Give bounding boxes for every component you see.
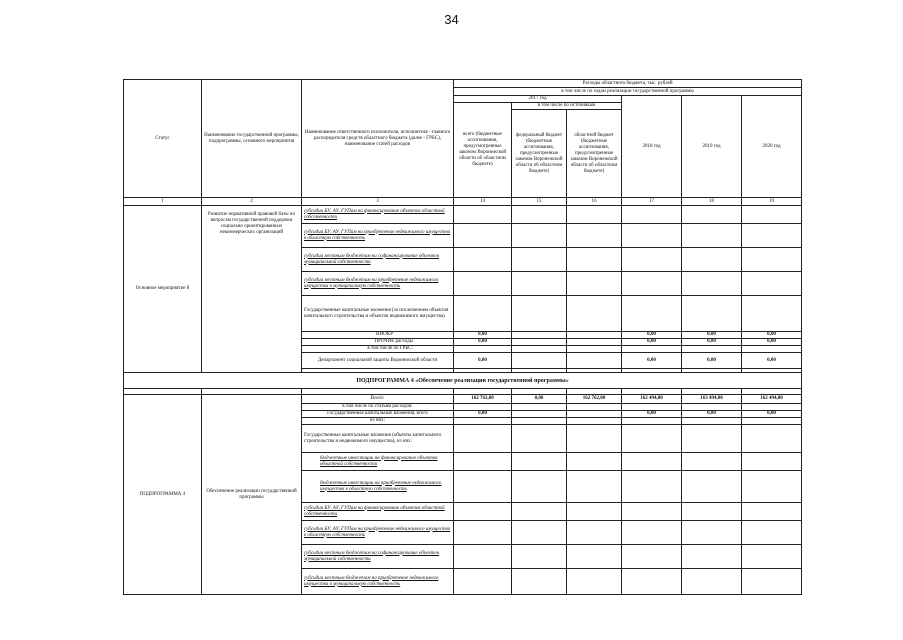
dept-v19: 0,00 [742,353,802,369]
nikr-v18: 0,00 [682,332,742,339]
col-number: 3 [302,198,454,206]
header-year-2018: 2018 год [622,96,682,198]
block2-row: субсидии местным бюджетам на софинансирование объектов муниципальной собственности [302,545,454,569]
total-v15: 0,00 [512,395,567,404]
nikr-label: НИОКР [302,332,454,339]
header-year-2017: 2017 год [454,96,622,103]
nikr-v14: 0,00 [454,332,512,339]
cap-label: Государственные капитальные вложения, всего [302,411,454,418]
total-v16: 162 762,00 [567,395,622,404]
header-program-name: Наименование государственной программы, подпрограммы, основного мероприятия [202,80,302,198]
budget-table [123,79,802,595]
cap-v19: 0,00 [742,411,802,418]
col-number: 18 [682,198,742,206]
header-regional-col: областной бюджет (бюджетные ассигнования, предусмотренные законом Воронежской области об областном бюджете) [567,110,622,198]
dept-v18: 0,00 [682,353,742,369]
total-v17: 162 494,80 [622,395,682,404]
col-number: 1 [124,198,202,206]
total-v18: 163 494,80 [682,395,742,404]
dept-v17: 0,00 [622,353,682,369]
total-v19: 162 494,80 [742,395,802,404]
header-year-2020: 2020 год [742,96,802,198]
grbs-label: в том числе по ГРБС: [302,346,454,353]
block2-name: Обеспечение реализации государственной программы [202,395,302,595]
block2-row: субсидии БУ, АУ, ГУПам на финансирование объектов областной собственности [302,503,454,521]
cap-v14: 0,00 [454,411,512,418]
col-number: 16 [567,198,622,206]
block1-row: субсидии местным бюджетам на приобретение недвижимого имущества в муниципальную собственность [302,272,454,296]
col-number: 15 [512,198,567,206]
block2-status: ПОДПРОГРАММА 4 [124,395,202,595]
of-them-label: из них: [302,418,454,425]
col-number: 14 [454,198,512,206]
header-year-2019: 2019 год [682,96,742,198]
block2-row: субсидии местным бюджетам на приобретение недвижимого имущества в муниципальную собственность [302,569,454,595]
block1-row: субсидии БУ, АУ, ГУПам на финансирование объектов областной собственности [302,206,454,224]
block2-row: субсидии БУ, АУ, ГУПам на приобретение недвижимого имущества в областную собственность [302,521,454,545]
block1-row: субсидии местным бюджетам на софинансирование объектов муниципальной собственности [302,248,454,272]
block1-status: Основное мероприятие 8 [124,206,202,373]
by-articles-label: в том числе по статьям расходов: [302,404,454,411]
block2-row: бюджетные инвестиции на финансирование объектов областной собственности [302,453,454,471]
total-label: Всего: [302,395,454,404]
other-label: ПРОЧИЕ расходы [302,339,454,346]
other-v17: 0,00 [622,339,682,346]
dept-v14: 0,00 [454,353,512,369]
cap-v17: 0,00 [622,411,682,418]
block2-row: бюджетные инвестиции на приобретение недвижимого имущества в областную собственность [302,471,454,503]
block1-name: Развитие нормативной правовой базы по вопросам государственной поддержки социально ориентированных некоммерческих организаций [202,206,302,373]
nikr-v19: 0,00 [742,332,802,339]
col-number: 17 [622,198,682,206]
block1-row: субсидии БУ, АУ, ГУПам на приобретение недвижимого имущества в областную собственность [302,224,454,248]
cap-v18: 0,00 [682,411,742,418]
header-status: Статус [124,80,202,198]
header-by-sources: в том числе по источникам [512,103,622,110]
nikr-v17: 0,00 [622,332,682,339]
other-v14: 0,00 [454,339,512,346]
header-total-col: всего (бюджетные ассигнования, предусмотренные законом Воронежской области об областном бюджете) [454,103,512,198]
other-v19: 0,00 [742,339,802,346]
page-number: 34 [444,12,459,27]
header-executor: Наименование ответственного исполнителя, исполнителя - главного распорядителя средств областного бюджета (далее - ГРБС), наименование статей расходов [302,80,454,198]
block2-row: Государственные капитальные вложения (объекты капитального строительства и недвижимого имущества), из них: [302,425,454,453]
col-number: 19 [742,198,802,206]
other-v18: 0,00 [682,339,742,346]
header-by-years: в том числе по годам реализации государственной программы [454,88,802,96]
section-title: ПОДПРОГРАММА 4 «Обеспечение реализации государственной программы» [124,373,802,389]
dept-label: Департамент социальной защиты Воронежской области [302,353,454,369]
total-v14: 162 762,00 [454,395,512,404]
block1-row: Государственные капитальные вложения (за исключением объектов капитального строительства и объектов недвижимого имущества) [302,296,454,332]
header-expenses-title: Расходы областного бюджета, тыс. рублей [454,80,802,88]
col-number: 2 [202,198,302,206]
header-federal-col: федеральный бюджет (бюджетные ассигнования, предусмотренные законом Воронежской области об областном бюджете) [512,110,567,198]
